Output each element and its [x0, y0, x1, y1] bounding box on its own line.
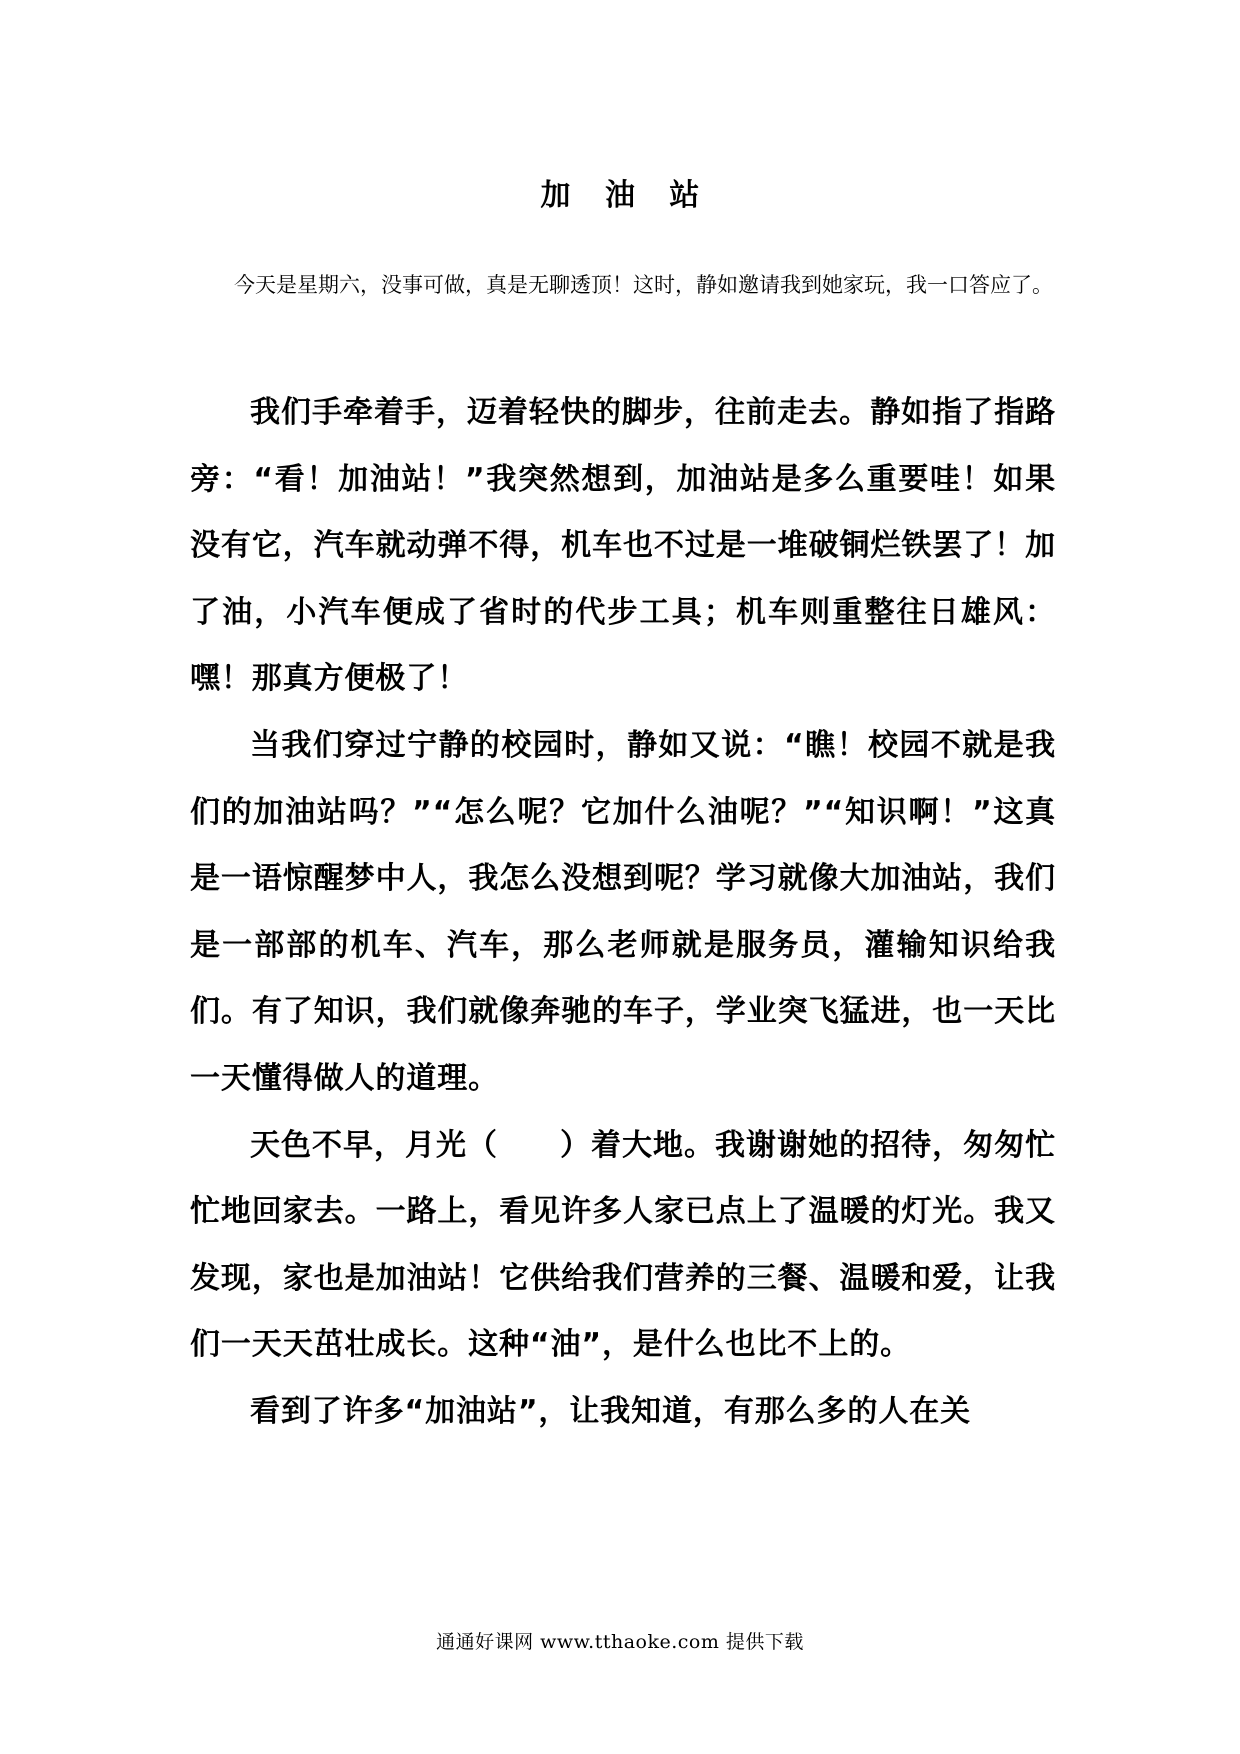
intro-paragraph: 今天是星期六，没事可做，真是无聊透顶！这时，静如邀请我到她家玩，我一口答应了。 [234, 273, 1053, 297]
paragraph: 我们手牵着手，迈着轻快的脚步，往前走去。静如指了指路旁：“看！加油站！”我突然想到，加油站是多么重要哇！如果没有它，汽车就动弹不得，机车也不过是一堆破铜烂铁罢了！加了油，小汽车便成了省时的代步工具；机车则重整往日雄风：嘿！那真方便极了！ [190, 395, 1056, 697]
paragraph: 当我们穿过宁静的校园时，静如又说：“瞧！校园不就是我们的加油站吗？”“怎么呢？它加什么油呢？”“知识啊！”这真是一语惊醒梦中人，我怎么没想到呢？学习就像大加油站，我们是一部部的机车、汽车，那么老师就是服务员，灌输知识给我们。有了知识，我们就像奔驰的车子，学业突飞猛进，也一天比一天懂得做人的道理。 [190, 727, 1056, 1096]
paragraph: 天色不早，月光（ ）着大地。我谢谢她的招待，匆匆忙忙地回家去。一路上，看见许多人家已点上了温暖的灯光。我又发现，家也是加油站！它供给我们营养的三餐、温暖和爱，让我们一天天茁壮成长。这种“油”，是什么也比不上的。 [190, 1127, 1056, 1363]
essay-body [190, 380, 1056, 1446]
page-title: 加 油 站 [540, 178, 712, 213]
paragraph: 看到了许多“加油站”，让我知道，有那么多的人在关 [250, 1393, 972, 1429]
footer-source-note: 通通好课网 www.tthaoke.com 提供下载 [436, 1631, 804, 1653]
